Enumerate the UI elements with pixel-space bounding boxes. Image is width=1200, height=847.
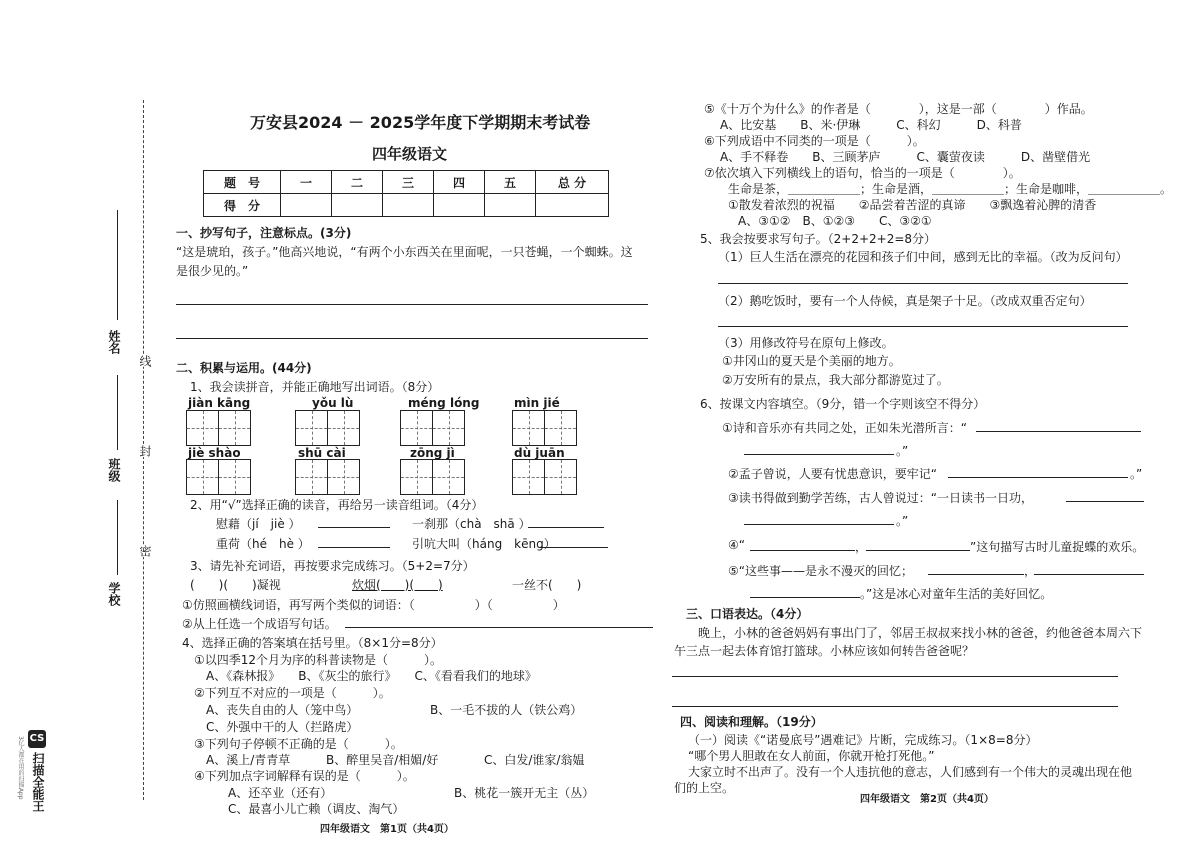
q3-word-2[interactable]: 炊烟( )( ): [352, 578, 443, 592]
q3-imitate: ①仿照画横线词语，再写两个类似的词语：（ ）（ ）: [182, 598, 565, 612]
q6-3: ③读书得做到勤学苦练，古人曾说过：“一日读书一日功，: [728, 491, 1033, 505]
q4-3-option-b: B、醉里吴音/相媚/好: [326, 753, 439, 767]
q5-3: （3）用修改符号在原句上修改。: [718, 336, 894, 350]
section2-heading: 二、积累与运用。(44分): [176, 361, 312, 375]
score-label-cell: 得 分: [204, 194, 281, 217]
q6-4: ④“: [728, 538, 745, 552]
section3-text-line2: 午三点一起去体育馆打篮球。小林应该如何转告爸爸呢？: [674, 644, 975, 658]
q2-answer-a[interactable]: [318, 527, 390, 528]
score-input-cell[interactable]: [485, 194, 536, 217]
pinyin-label: zōng jì: [410, 446, 455, 460]
q4-1: ①以四季12个月为序的科普读物是（ ）。: [194, 653, 443, 667]
q4-1-options: A、《森林报》 B、《灰尘的旅行》 C、《看看我们的地球》: [206, 669, 537, 683]
pinyin-label: jiè shào: [188, 446, 241, 460]
char-grid[interactable]: [186, 459, 250, 495]
q4-2-option-b: B、一毛不拔的人（铁公鸡）: [430, 703, 583, 717]
exam-title: 万安县2024 － 2025学年度下学期期末考试卷: [250, 113, 591, 132]
score-header-cell: 一: [281, 171, 332, 194]
q6-2-blank[interactable]: [948, 477, 1128, 478]
copy-answer-line-2[interactable]: [176, 338, 648, 339]
q2-item-c: 重荷（hé hè ）: [216, 537, 310, 551]
pinyin-label: dù juān: [514, 446, 565, 460]
section1-text-line1: “这是琥珀，孩子。”他高兴地说，“有两个小东西关在里面呢，一只苍蝇，一个蜘蛛。这: [176, 245, 633, 259]
q2-item-d: 引吭大叫（háng kēng）: [412, 537, 556, 551]
char-grid[interactable]: [400, 459, 464, 495]
q3-sentence-line[interactable]: [345, 627, 653, 628]
r7-phrases: ①散发着浓烈的祝福 ②品尝着苦涩的真谛 ③飘逸着沁脾的清香: [728, 198, 1097, 212]
q2-answer-b[interactable]: [528, 527, 604, 528]
q4-4-option-b: B、桃花一簇开无主（丛）: [454, 786, 595, 800]
score-header-cell: 题 号: [204, 171, 281, 194]
class-field[interactable]: [117, 375, 118, 450]
q6-4-blank-b[interactable]: [866, 550, 970, 551]
q6-4-end: ”这句描写古时儿童捉蝶的欢乐。: [970, 540, 1145, 554]
section1-text-line2: 是很少见的。”: [176, 264, 249, 278]
q6-2: ②孟子曾说，人要有忧患意识，要牢记“: [728, 467, 937, 481]
copy-answer-line-1[interactable]: [176, 304, 648, 305]
q5-3-a[interactable]: ①井冈山的夏天是个美丽的地方。: [722, 354, 901, 368]
q6-5: ⑤“这些事——是永不漫灭的回忆；: [728, 564, 913, 578]
q5-2-answer[interactable]: [718, 326, 1128, 327]
q6-3-blank-b[interactable]: [744, 524, 894, 525]
q6-instruction: 6、按课文内容填空。（9分，错一个字则该空不得分）: [700, 397, 986, 411]
q6-5-mid: ，: [1024, 564, 1037, 578]
r5-options: A、比安基 B、米·伊琳 C、科幻 D、科普: [720, 118, 1022, 132]
binding-school-label: 学校: [107, 582, 121, 606]
q6-1-blank-b[interactable]: [744, 454, 894, 455]
r7-options: A、③①② B、①②③ C、③②①: [738, 214, 932, 228]
score-input-cell[interactable]: [332, 194, 383, 217]
char-grid[interactable]: [512, 459, 576, 495]
q3-word-3[interactable]: 一丝不( ): [512, 578, 582, 592]
char-grid[interactable]: [295, 459, 359, 495]
q4-2-option-c: C、外强中干的人（拦路虎）: [206, 720, 359, 734]
section4-heading: 四、阅读和理解。（19分）: [680, 715, 823, 729]
section4-sub: （一）阅读《“诺曼底号”遇难记》片断，完成练习。（1×8=8分）: [688, 733, 1038, 747]
pinyin-label: mìn jié: [514, 396, 560, 410]
score-header-cell: 总 分: [536, 171, 609, 194]
pinyin-label: méng lóng: [408, 396, 480, 410]
score-header-cell: 五: [485, 171, 536, 194]
section3-answer-line-2[interactable]: [672, 706, 1118, 707]
logo-text: 扫描全能王: [31, 752, 45, 812]
score-table-header-row: [204, 171, 609, 194]
right-page-footer: 四年级语文 第2页（共4页）: [860, 794, 994, 805]
q1-instruction: 1、我会读拼音，并能正确地写出词语。（8分）: [190, 380, 440, 394]
q5-2: （2）鹅吃饭时，要有一个人侍候，真是架子十足。（改成双重否定句）: [718, 294, 1092, 308]
left-page-footer: 四年级语文 第1页（共4页）: [320, 824, 454, 835]
q5-1-answer[interactable]: [718, 283, 1128, 284]
q4-4-option-c: C、最喜小儿亡赖（调皮、淘气）: [228, 802, 405, 816]
score-table: [203, 170, 609, 217]
exam-subtitle: 四年级语文: [372, 145, 448, 163]
q2-item-a: 慰藉（jí jiè ）: [216, 517, 301, 531]
section3-heading: 三、口语表达。（4分）: [686, 607, 809, 621]
score-input-cell[interactable]: [434, 194, 485, 217]
q2-answer-d[interactable]: [540, 547, 608, 548]
q6-1-blank-a[interactable]: [976, 431, 1141, 432]
reading-line-1: “哪个男人胆敢在女人前面，你就开枪打死他。”: [688, 749, 935, 763]
section1-heading: 一、抄写句子，注意标点。(3分): [176, 226, 352, 240]
score-table-score-row: [204, 194, 609, 217]
q3-word-1[interactable]: ( )( )凝视: [190, 578, 281, 592]
binding-feng: 封: [138, 445, 152, 457]
binding-class-label: 班级: [107, 458, 121, 482]
r5-question: ⑤《十万个为什么》的作者是（ ），这是一部（ ）作品。: [704, 102, 1093, 116]
cs-logo-icon: CS: [28, 730, 46, 748]
score-header-cell: 二: [332, 171, 383, 194]
q4-3-option-c: C、白发/谁家/翁媪: [484, 753, 585, 767]
reading-line-3: 们的上空。: [674, 781, 735, 795]
q2-item-b: 一刹那（chà shā ）: [412, 517, 531, 531]
q4-instruction: 4、选择正确的答案填在括号里。（8×1分=8分）: [182, 636, 443, 650]
score-input-cell[interactable]: [281, 194, 332, 217]
section3-text-line1: 晚上，小林的爸爸妈妈有事出门了，邻居王叔叔来找小林的爸爸，约他爸爸本周六下: [698, 626, 1143, 640]
char-grid[interactable]: [512, 410, 576, 446]
pinyin-label: yǒu lù: [312, 396, 354, 410]
score-header-cell: 三: [383, 171, 434, 194]
q6-5-blank-a[interactable]: [928, 574, 1024, 575]
char-grid[interactable]: [186, 410, 250, 446]
scanner-logo: [17, 730, 48, 830]
q5-1: （1）巨人生活在漂亮的花园和孩子们中间，感到无比的幸福。（改为反问句）: [718, 250, 1128, 264]
score-input-cell[interactable]: [536, 194, 609, 217]
q6-4-mid: ，: [855, 540, 868, 554]
q4-3-option-a: A、溪上/青青草: [206, 753, 291, 767]
q6-1: ①诗和音乐亦有共同之处，正如朱光潜所言：“: [722, 421, 967, 435]
q4-2: ②下列互不对应的一项是（ ）。: [194, 686, 391, 700]
q4-2-option-a: A、丧失自由的人（笼中鸟）: [206, 703, 359, 717]
section3-answer-line-1[interactable]: [672, 676, 1118, 677]
school-field[interactable]: [117, 500, 118, 575]
q6-3-end: 。”: [896, 514, 909, 528]
q6-5-blank-b[interactable]: [1034, 574, 1144, 575]
reading-line-2: 大家立时不出声了。没有一个人违抗他的意志，人们感到有一个伟大的灵魂出现在他: [688, 765, 1133, 779]
q2-instruction: 2、用“√”选择正确的读音，再给另一读音组词。（4分）: [190, 498, 484, 512]
score-input-cell[interactable]: [383, 194, 434, 217]
char-grid[interactable]: [295, 410, 359, 446]
char-grid[interactable]: [400, 410, 464, 446]
binding-name-label: 姓名: [107, 330, 121, 354]
q6-1-end: 。”: [896, 444, 909, 458]
pinyin-label: jiàn kāng: [188, 396, 251, 410]
binding-mi: 密: [138, 545, 152, 557]
q6-5-end: 。”这是冰心对童年生活的美好回忆。: [860, 587, 1053, 601]
q6-3-blank-a[interactable]: [1066, 501, 1144, 502]
q6-2-end: 。”: [1130, 467, 1143, 481]
name-field[interactable]: [117, 210, 118, 320]
r6-question: ⑥下列成语中不同类的一项是（ ）。: [704, 134, 925, 148]
q3-sentence-prompt: ②从上任选一个成语写句话。: [182, 617, 337, 631]
q2-answer-c[interactable]: [318, 547, 390, 548]
r7-blanks[interactable]: 生命是茶，＿＿＿＿＿＿；生命是酒，＿＿＿＿＿＿；生命是咖啡，＿＿＿＿＿＿。: [728, 182, 1173, 196]
q6-5-blank-c[interactable]: [750, 597, 860, 598]
q4-4-option-a: A、还卒业（还有）: [228, 786, 333, 800]
q3-instruction: 3、请先补充词语，再按要求完成练习。（5+2=7分）: [190, 559, 475, 573]
r6-options: A、手不释卷 B、三顾茅庐 C、囊萤夜读 D、凿壁借光: [720, 150, 1091, 164]
r7-question: ⑦依次填入下列横线上的语句，恰当的一项是（ ）。: [704, 166, 1021, 180]
binding-xian: 线: [138, 355, 152, 367]
score-header-cell: 四: [434, 171, 485, 194]
q5-3-b[interactable]: ②万安所有的景点，我大部分都游览过了。: [722, 373, 949, 387]
q4-3: ③下列句子停顿不正确的是（ ）。: [194, 737, 403, 751]
pinyin-label: shū cài: [298, 446, 346, 460]
logo-subtext: 3亿人都在用的扫描App: [17, 736, 24, 800]
q6-4-blank-a[interactable]: [750, 550, 855, 551]
q5-instruction: 5、我会按要求写句子。（2+2+2+2=8分）: [700, 232, 937, 246]
q4-4: ④下列加点字词解释有误的是（ ）。: [194, 769, 415, 783]
